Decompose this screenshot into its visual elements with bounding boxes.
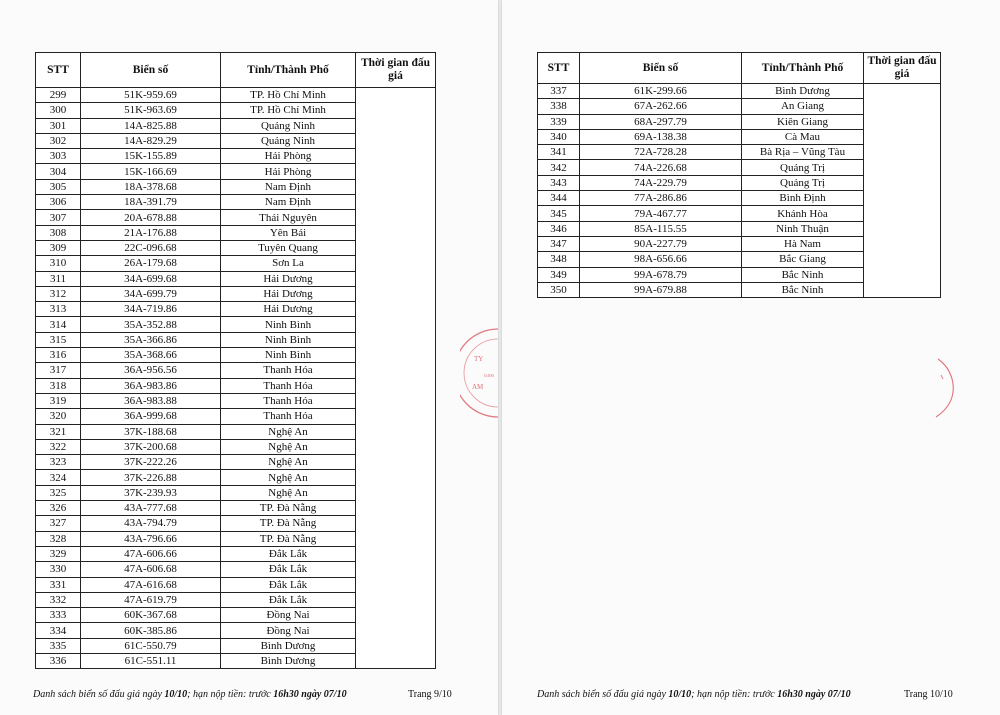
cell-bien-so: 60K-367.68	[81, 608, 221, 623]
cell-tinh-thanh-pho: Thanh Hóa	[221, 393, 356, 408]
cell-tinh-thanh-pho: An Giang	[742, 99, 864, 114]
cell-tinh-thanh-pho: TP. Hồ Chí Minh	[221, 103, 356, 118]
cell-bien-so: 35A-352.88	[81, 317, 221, 332]
cell-tinh-thanh-pho: Nghệ An	[221, 485, 356, 500]
cell-tinh-thanh-pho: Bình Dương	[221, 653, 356, 668]
cell-stt: 347	[538, 236, 580, 251]
cell-bien-so: 74A-226.68	[580, 160, 742, 175]
cell-tinh-thanh-pho: Bắc Giang	[742, 252, 864, 267]
cell-stt: 319	[36, 393, 81, 408]
cell-stt: 331	[36, 577, 81, 592]
cell-bien-so: 68A-297.79	[580, 114, 742, 129]
cell-stt: 324	[36, 470, 81, 485]
cell-bien-so: 43A-796.66	[81, 531, 221, 546]
cell-bien-so: 85A-115.55	[580, 221, 742, 236]
cell-tinh-thanh-pho: Quảng Trị	[742, 160, 864, 175]
table-body	[538, 84, 941, 298]
cell-stt: 330	[36, 562, 81, 577]
cell-tinh-thanh-pho: Thanh Hóa	[221, 363, 356, 378]
col-tinh-thanh-pho: Tỉnh/Thành Phố	[221, 53, 356, 88]
cell-bien-so: 14A-825.88	[81, 118, 221, 133]
col-tinh-thanh-pho: Tỉnh/Thành Phố	[742, 53, 864, 84]
cell-stt: 343	[538, 175, 580, 190]
cell-tinh-thanh-pho: Nghệ An	[221, 424, 356, 439]
cell-tinh-thanh-pho: Quảng Ninh	[221, 118, 356, 133]
cell-bien-so: 47A-619.79	[81, 592, 221, 607]
col-stt: STT	[36, 53, 81, 88]
cell-tinh-thanh-pho: Đắk Lắk	[221, 546, 356, 561]
cell-bien-so: 34A-719.86	[81, 302, 221, 317]
cell-tinh-thanh-pho: Hải Dương	[221, 302, 356, 317]
col-thoi-gian: Thời gian đấu giá	[864, 53, 941, 84]
cell-bien-so: 61C-550.79	[81, 638, 221, 653]
cell-stt: 309	[36, 240, 81, 255]
col-thoi-gian: Thời gian đấu giá	[356, 53, 436, 88]
footer-note	[33, 689, 347, 700]
cell-bien-so: 37K-226.88	[81, 470, 221, 485]
cell-tinh-thanh-pho: Ninh Thuận	[742, 221, 864, 236]
cell-bien-so: 69A-138.38	[580, 129, 742, 144]
cell-tinh-thanh-pho: Nghệ An	[221, 439, 356, 454]
cell-bien-so: 79A-467.77	[580, 206, 742, 221]
cell-stt: 313	[36, 302, 81, 317]
cell-stt: 314	[36, 317, 81, 332]
cell-stt: 318	[36, 378, 81, 393]
cell-stt: 307	[36, 210, 81, 225]
cell-tinh-thanh-pho: Ninh Bình	[221, 348, 356, 363]
cell-stt: 337	[538, 84, 580, 99]
cell-tinh-thanh-pho: Nam Định	[221, 195, 356, 210]
cell-bien-so: 18A-391.79	[81, 195, 221, 210]
cell-stt: 325	[36, 485, 81, 500]
cell-bien-so: 35A-366.86	[81, 332, 221, 347]
cell-stt: 345	[538, 206, 580, 221]
cell-bien-so: 98A-656.66	[580, 252, 742, 267]
cell-stt: 299	[36, 88, 81, 103]
cell-stt: 335	[36, 638, 81, 653]
cell-bien-so: 22C-096.68	[81, 240, 221, 255]
cell-stt: 300	[36, 103, 81, 118]
cell-stt: 338	[538, 99, 580, 114]
cell-stt: 315	[36, 332, 81, 347]
footer-middle: ; hạn nộp tiền: trước	[187, 689, 274, 700]
cell-stt: 332	[36, 592, 81, 607]
cell-tinh-thanh-pho: Đắk Lắk	[221, 577, 356, 592]
cell-stt: 344	[538, 191, 580, 206]
cell-bien-so: 47A-616.68	[81, 577, 221, 592]
cell-bien-so: 37K-239.93	[81, 485, 221, 500]
cell-stt: 302	[36, 133, 81, 148]
cell-stt: 346	[538, 221, 580, 236]
cell-stt: 342	[538, 160, 580, 175]
page-number: Trang 10/10	[904, 689, 953, 700]
cell-stt: 301	[36, 118, 81, 133]
cell-stt: 321	[36, 424, 81, 439]
cell-stt: 326	[36, 501, 81, 516]
cell-tinh-thanh-pho: Thanh Hóa	[221, 409, 356, 424]
cell-stt: 305	[36, 179, 81, 194]
stamp-text-3: 0306	[484, 374, 494, 379]
cell-stt: 327	[36, 516, 81, 531]
cell-tinh-thanh-pho: Quảng Ninh	[221, 133, 356, 148]
cell-tinh-thanh-pho: TP. Đà Nẵng	[221, 531, 356, 546]
document-page-right	[502, 0, 1000, 715]
cell-bien-so: 43A-777.68	[81, 501, 221, 516]
cell-bien-so: 34A-699.68	[81, 271, 221, 286]
cell-stt: 328	[36, 531, 81, 546]
page-number: Trang 9/10	[408, 689, 452, 700]
cell-stt: 336	[36, 653, 81, 668]
cell-thoi-gian	[356, 88, 436, 669]
col-stt: STT	[538, 53, 580, 84]
cell-bien-so: 61C-551.11	[81, 653, 221, 668]
footer-prefix: Danh sách biển số đấu giá ngày	[33, 689, 165, 700]
cell-bien-so: 21A-176.88	[81, 225, 221, 240]
cell-bien-so: 35A-368.66	[81, 348, 221, 363]
cell-tinh-thanh-pho: Sơn La	[221, 256, 356, 271]
cell-stt: 304	[36, 164, 81, 179]
cell-bien-so: 51K-959.69	[81, 88, 221, 103]
cell-bien-so: 36A-983.86	[81, 378, 221, 393]
cell-stt: 303	[36, 149, 81, 164]
cell-bien-so: 15K-155.89	[81, 149, 221, 164]
cell-tinh-thanh-pho: TP. Đà Nẵng	[221, 501, 356, 516]
cell-stt: 329	[36, 546, 81, 561]
cell-tinh-thanh-pho: Bình Dương	[742, 84, 864, 99]
table-row	[538, 84, 941, 99]
cell-thoi-gian	[864, 84, 941, 298]
cell-bien-so: 36A-983.88	[81, 393, 221, 408]
table-row	[36, 88, 436, 103]
cell-stt: 311	[36, 271, 81, 286]
cell-tinh-thanh-pho: Hải Phòng	[221, 149, 356, 164]
cell-tinh-thanh-pho: Bắc Ninh	[742, 267, 864, 282]
cell-stt: 308	[36, 225, 81, 240]
cell-bien-so: 60K-385.86	[81, 623, 221, 638]
cell-tinh-thanh-pho: Đồng Nai	[221, 623, 356, 638]
cell-bien-so: 37K-200.68	[81, 439, 221, 454]
cell-bien-so: 18A-378.68	[81, 179, 221, 194]
cell-bien-so: 34A-699.79	[81, 286, 221, 301]
cell-stt: 320	[36, 409, 81, 424]
cell-bien-so: 99A-679.88	[580, 282, 742, 297]
cell-stt: 341	[538, 145, 580, 160]
cell-bien-so: 14A-829.29	[81, 133, 221, 148]
cell-tinh-thanh-pho: Đắk Lắk	[221, 562, 356, 577]
cell-bien-so: 47A-606.68	[81, 562, 221, 577]
cell-tinh-thanh-pho: Hà Nam	[742, 236, 864, 251]
cell-stt: 310	[36, 256, 81, 271]
cell-tinh-thanh-pho: Bà Rịa – Vũng Tàu	[742, 145, 864, 160]
cell-bien-so: 36A-999.68	[81, 409, 221, 424]
red-stamp-partial	[460, 325, 500, 420]
table-body	[36, 88, 436, 669]
cell-tinh-thanh-pho: Đồng Nai	[221, 608, 356, 623]
cell-bien-so: 47A-606.66	[81, 546, 221, 561]
cell-bien-so: 26A-179.68	[81, 256, 221, 271]
cell-bien-so: 72A-728.28	[580, 145, 742, 160]
col-bien-so: Biển số	[580, 53, 742, 84]
cell-stt: 317	[36, 363, 81, 378]
cell-bien-so: 51K-963.69	[81, 103, 221, 118]
document-page-left	[0, 0, 498, 715]
cell-tinh-thanh-pho: Thái Nguyên	[221, 210, 356, 225]
stamp-text-1: TY	[474, 355, 484, 363]
cell-tinh-thanh-pho: Nam Định	[221, 179, 356, 194]
table-header	[538, 53, 941, 84]
cell-tinh-thanh-pho: Hải Phòng	[221, 164, 356, 179]
cell-bien-so: 61K-299.66	[580, 84, 742, 99]
stamp-text-2: AM	[472, 383, 484, 391]
cell-tinh-thanh-pho: TP. Hồ Chí Minh	[221, 88, 356, 103]
cell-bien-so: 20A-678.88	[81, 210, 221, 225]
footer-prefix: Danh sách biển số đấu giá ngày	[537, 689, 669, 700]
cell-stt: 334	[36, 623, 81, 638]
cell-stt: 316	[36, 348, 81, 363]
table-header	[36, 53, 436, 88]
cell-tinh-thanh-pho: Cà Mau	[742, 129, 864, 144]
cell-bien-so: 43A-794.79	[81, 516, 221, 531]
cell-stt: 306	[36, 195, 81, 210]
cell-bien-so: 99A-678.79	[580, 267, 742, 282]
cell-tinh-thanh-pho: Yên Bái	[221, 225, 356, 240]
cell-tinh-thanh-pho: Hải Dương	[221, 286, 356, 301]
cell-tinh-thanh-pho: Kiên Giang	[742, 114, 864, 129]
cell-tinh-thanh-pho: Hải Dương	[221, 271, 356, 286]
cell-tinh-thanh-pho: Quảng Trị	[742, 175, 864, 190]
cell-tinh-thanh-pho: Nghệ An	[221, 455, 356, 470]
cell-bien-so: 90A-227.79	[580, 236, 742, 251]
cell-stt: 339	[538, 114, 580, 129]
footer-date: 10/10	[164, 689, 188, 700]
cell-tinh-thanh-pho: Ninh Bình	[221, 332, 356, 347]
cell-stt: 322	[36, 439, 81, 454]
cell-bien-so: 77A-286.86	[580, 191, 742, 206]
cell-tinh-thanh-pho: Bắc Ninh	[742, 282, 864, 297]
cell-tinh-thanh-pho: Tuyên Quang	[221, 240, 356, 255]
cell-bien-so: 67A-262.66	[580, 99, 742, 114]
cell-tinh-thanh-pho: Nghệ An	[221, 470, 356, 485]
cell-stt: 333	[36, 608, 81, 623]
cell-tinh-thanh-pho: Ninh Bình	[221, 317, 356, 332]
cell-tinh-thanh-pho: Bình Dương	[221, 638, 356, 653]
cell-bien-so: 37K-188.68	[81, 424, 221, 439]
red-signature-mark	[932, 355, 962, 420]
cell-tinh-thanh-pho: TP. Đà Nẵng	[221, 516, 356, 531]
cell-tinh-thanh-pho: Thanh Hóa	[221, 378, 356, 393]
cell-stt: 348	[538, 252, 580, 267]
cell-bien-so: 36A-956.56	[81, 363, 221, 378]
plate-table-left	[35, 52, 436, 669]
cell-stt: 350	[538, 282, 580, 297]
cell-bien-so: 37K-222.26	[81, 455, 221, 470]
footer-deadline: 16h30 ngày 07/10	[777, 689, 851, 700]
plate-table-right	[537, 52, 941, 298]
col-bien-so: Biển số	[81, 53, 221, 88]
cell-stt: 349	[538, 267, 580, 282]
footer-deadline: 16h30 ngày 07/10	[273, 689, 347, 700]
cell-tinh-thanh-pho: Đắk Lắk	[221, 592, 356, 607]
footer-date: 10/10	[668, 689, 692, 700]
cell-tinh-thanh-pho: Khánh Hòa	[742, 206, 864, 221]
cell-tinh-thanh-pho: Bình Định	[742, 191, 864, 206]
footer-note	[537, 689, 851, 700]
footer-middle: ; hạn nộp tiền: trước	[691, 689, 778, 700]
cell-stt: 340	[538, 129, 580, 144]
cell-bien-so: 74A-229.79	[580, 175, 742, 190]
cell-stt: 323	[36, 455, 81, 470]
cell-bien-so: 15K-166.69	[81, 164, 221, 179]
cell-stt: 312	[36, 286, 81, 301]
